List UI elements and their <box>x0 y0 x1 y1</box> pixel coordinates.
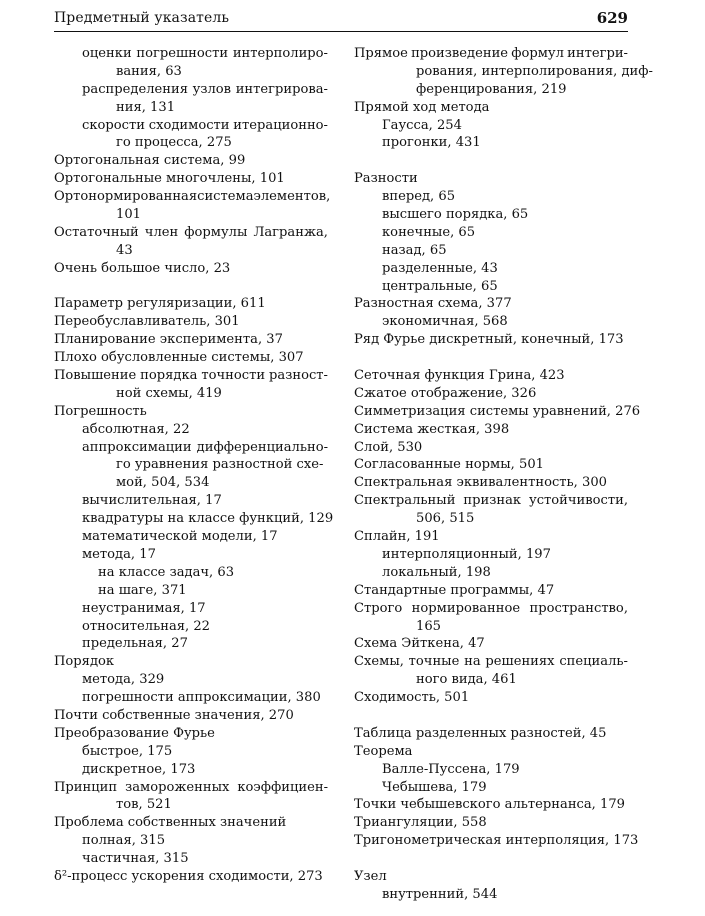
index-entry: Схемы, точные на решениях специаль- <box>354 654 628 670</box>
index-entry: экономичная, 568 <box>382 314 508 330</box>
index-entry: высшего порядка, 65 <box>382 207 529 223</box>
index-entry: Теорема <box>354 743 413 759</box>
index-entry: Параметр регуляризации, 611 <box>54 296 266 312</box>
index-entry: Прямой ход метода <box>354 99 490 115</box>
index-entry: Разности <box>354 171 418 187</box>
index-entry: δ²-процесс ускорения сходимости, 273 <box>54 868 323 884</box>
entry-gap <box>354 850 628 868</box>
index-entry: Погрешность <box>54 403 147 419</box>
index-entry: Порядок <box>54 654 115 670</box>
index-entry: быстрое, 175 <box>82 743 173 759</box>
index-entry: аппроксимации дифференциально- <box>82 439 328 455</box>
index-entry: дискретное, 173 <box>82 761 196 777</box>
index-entry: мой, 504, 534 <box>116 475 210 491</box>
index-entry: Точки чебышевского альтернанса, 179 <box>354 797 625 813</box>
index-entry: назад, 65 <box>382 242 447 258</box>
index-entry: прогонки, 431 <box>382 135 481 151</box>
index-entry: ной схемы, 419 <box>116 385 222 401</box>
index-entry: Ряд Фурье дискретный, конечный, 173 <box>354 332 624 348</box>
entry-gap <box>354 349 628 367</box>
index-entry: частичная, 315 <box>82 851 189 867</box>
index-entry: Гаусса, 254 <box>382 117 462 133</box>
index-entry: центральные, 65 <box>382 278 498 294</box>
page-number: 629 <box>596 9 628 27</box>
index-entry: тов, 521 <box>116 797 172 813</box>
index-entry: полная, 315 <box>82 833 166 849</box>
running-head <box>54 9 628 32</box>
entry-gap <box>354 707 628 725</box>
running-head-title: Предметный указатель <box>54 10 230 26</box>
index-entry: Схема Эйткена, 47 <box>354 636 485 652</box>
index-entry: Система жесткая, 398 <box>354 421 510 437</box>
index-entry: Сжатое отображение, 326 <box>354 385 537 401</box>
index-entry: конечные, 65 <box>382 224 476 240</box>
index-entry: 43 <box>116 242 133 258</box>
index-entry: Плохо обусловленные системы, 307 <box>54 350 304 366</box>
index-entry: ного вида, 461 <box>416 672 517 688</box>
index-entry: Очень большое число, 23 <box>54 260 231 276</box>
index-entry: Спектральная эквивалентность, 300 <box>354 475 607 491</box>
index-entry: оценки погрешности интерполиро- <box>82 46 328 61</box>
index-entry: Таблица разделенных разностей, 45 <box>354 725 607 741</box>
index-entry: 165 <box>416 618 441 634</box>
index-entry: Стандартные программы, 47 <box>354 582 555 598</box>
index-entry: вычислительная, 17 <box>82 493 222 509</box>
index-entry: на шаге, 371 <box>98 582 187 598</box>
index-entry: предельная, 27 <box>82 636 188 652</box>
index-entry: Разностная схема, 377 <box>354 296 512 312</box>
index-entry: погрешности аппроксимации, 380 <box>82 690 321 706</box>
index-entry: Слой, 530 <box>354 439 423 455</box>
index-entry: Тригонометрическая интерполяция, 173 <box>354 833 639 849</box>
index-entry: абсолютная, 22 <box>82 421 190 437</box>
index-entry: Почти собственные значения, 270 <box>54 707 294 723</box>
index-entry: го уравнения разностной схе- <box>116 457 324 473</box>
index-column-left <box>54 45 334 886</box>
index-entry: рования, интерполирования, диф- <box>416 63 653 79</box>
index-entry: скорости сходимости итерационно- <box>82 117 328 133</box>
index-entry: Чебышева, 179 <box>382 779 487 795</box>
index-entry: Ортогональные многочлены, 101 <box>54 171 285 187</box>
index-entry: Симметризация системы уравнений, 276 <box>354 403 641 419</box>
index-entry: Преобразование Фурье <box>54 725 215 741</box>
index-entry: распределения узлов интегрирова- <box>82 81 328 97</box>
index-entry: го процесса, 275 <box>116 135 232 151</box>
index-entry: Строго нормированное пространство, <box>354 600 628 616</box>
index-entry: Ортонормированная система элементов, <box>54 189 331 205</box>
index-entry: вперед, 65 <box>382 189 456 205</box>
index-entry: внутренний, 544 <box>382 886 498 902</box>
index-entry: вания, 63 <box>116 63 182 79</box>
index-entry: Спектральный признак устойчивости, <box>354 493 628 509</box>
index-entry: ференцирования, 219 <box>416 81 567 97</box>
index-entry: на классе задач, 63 <box>98 564 235 580</box>
index-entry: Проблема собственных значений <box>54 815 287 831</box>
index-entry: квадратуры на классе функций, 129 <box>82 511 334 527</box>
index-entry: Валле-Пуссена, 179 <box>382 761 520 777</box>
index-entry: локальный, 198 <box>382 564 491 580</box>
index-entry: ния, 131 <box>116 99 176 115</box>
index-entry: интерполяционный, 197 <box>382 546 551 562</box>
index-entry: 506, 515 <box>416 511 475 527</box>
index-entry: Согласованные нормы, 501 <box>354 457 544 473</box>
index-entry: метода, 329 <box>82 672 165 688</box>
index-entry: Прямое произведение формул интегри- <box>354 46 628 61</box>
index-entry: Принцип замороженных коэффициен- <box>54 779 328 795</box>
entry-gap <box>54 278 328 296</box>
index-entry: Остаточный член формулы Лагранжа, <box>54 224 328 240</box>
index-entry: математической модели, 17 <box>82 529 278 545</box>
index-entry: 101 <box>116 207 141 223</box>
index-entry: относительная, 22 <box>82 618 211 634</box>
index-entry: Сходимость, 501 <box>354 690 470 706</box>
index-entry: Сеточная функция Грина, 423 <box>354 368 565 384</box>
index-entry: Повышение порядка точности разност- <box>54 368 328 384</box>
index-entry: Планирование эксперимента, 37 <box>54 332 283 348</box>
index-entry: Триангуляции, 558 <box>354 815 487 831</box>
index-entry: Узел <box>354 868 387 884</box>
index-entry: разделенные, 43 <box>382 260 498 276</box>
index-entry: неустранимая, 17 <box>82 600 206 616</box>
index-entry: метода, 17 <box>82 546 156 562</box>
index-column-right <box>354 45 653 904</box>
index-entry: Переобуславливатель, 301 <box>54 314 240 330</box>
index-entry: Ортогональная система, 99 <box>54 153 246 169</box>
entry-gap <box>354 152 628 170</box>
index-entry: Сплайн, 191 <box>354 529 440 545</box>
